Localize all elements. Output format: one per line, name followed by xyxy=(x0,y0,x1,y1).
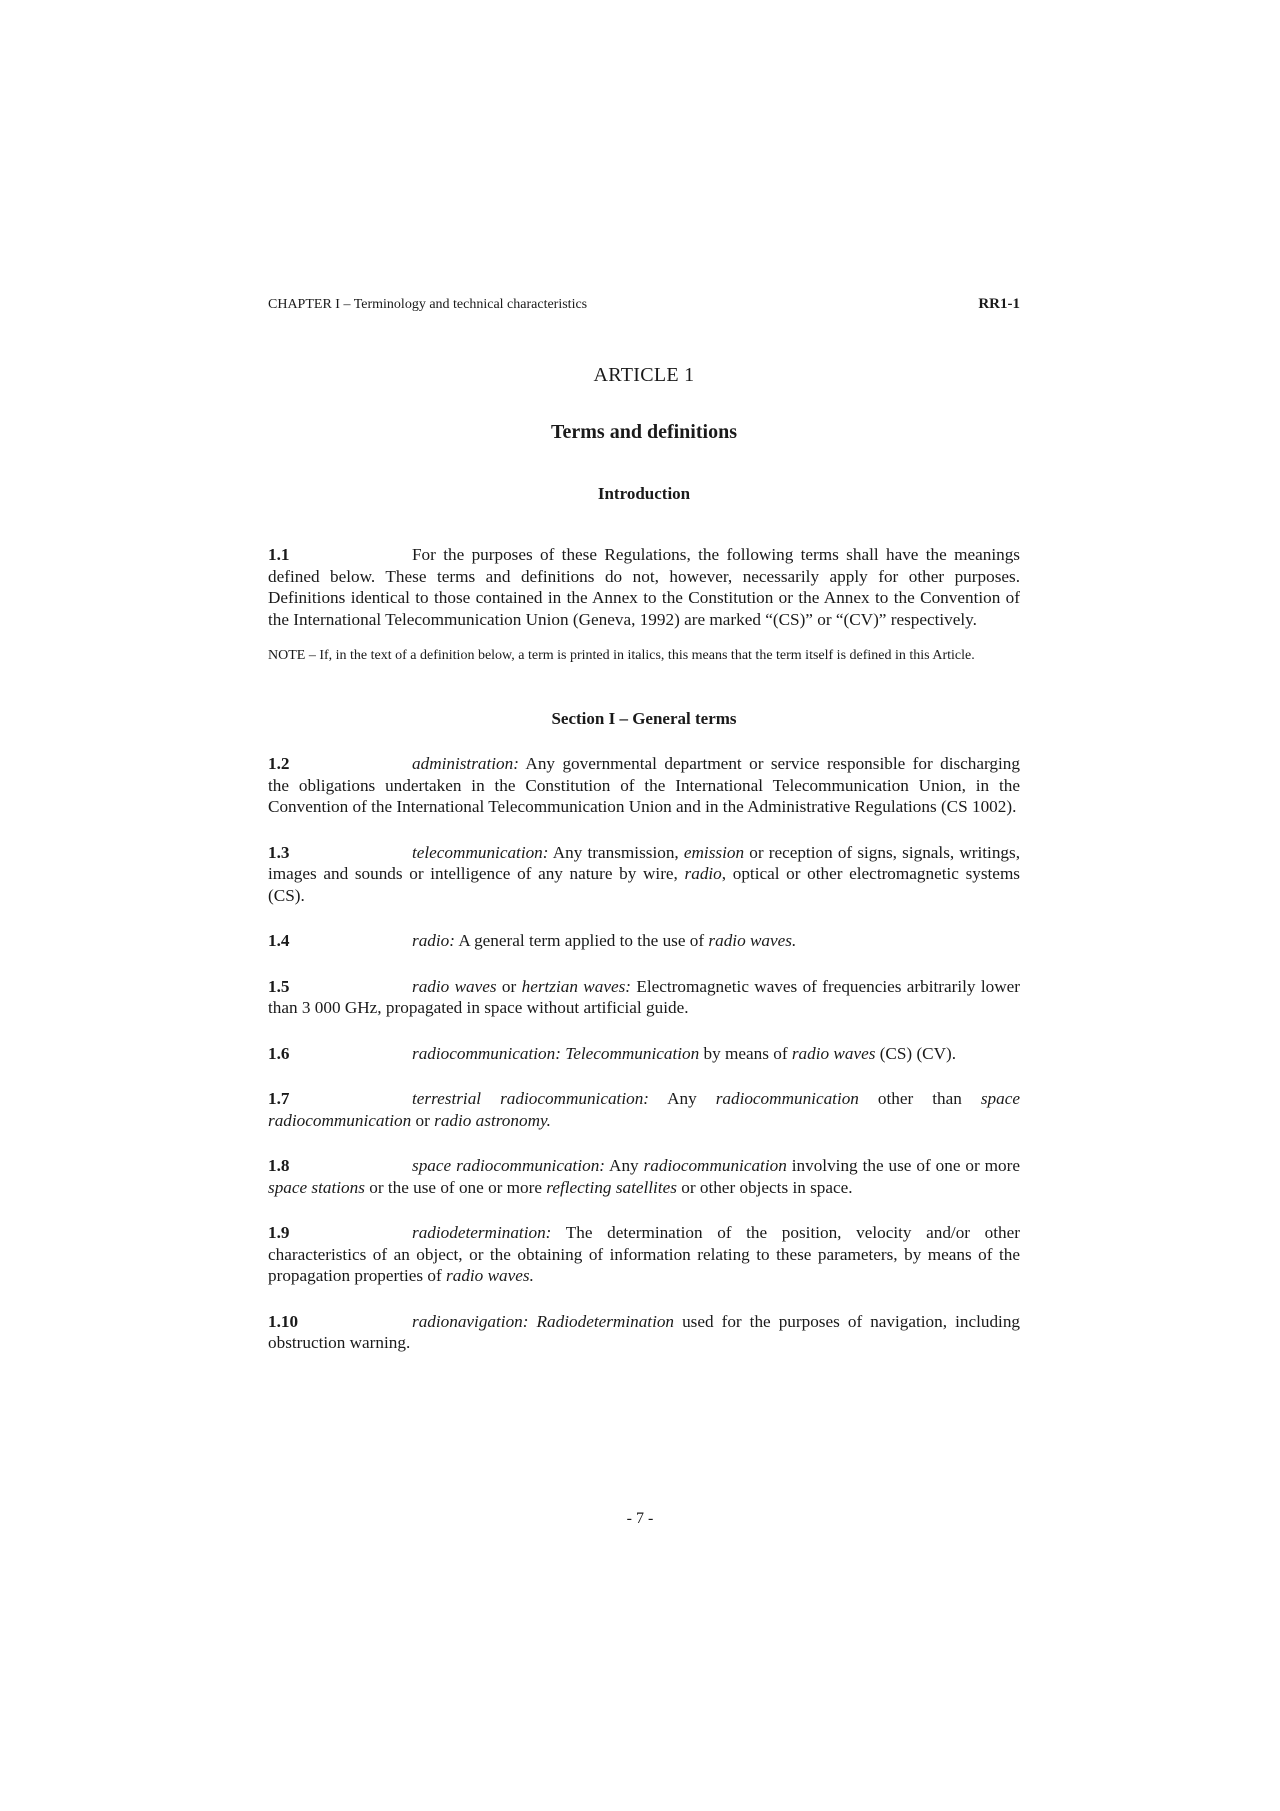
definition-text: used for the purposes of navigation, including obstruction warning. xyxy=(268,1311,1021,1352)
definition-text: Any governmental department or service responsible for discharging the obligations undertaken in the Constitution of the International Telecommunication Union, in the Convention of the International Telecommunication Union and in the Administrative Regulations (CS 1002). xyxy=(268,754,1020,816)
definition-text: or reception of signs, signals, writings, images and sounds or intelligence of any nature by wire, xyxy=(268,842,1020,883)
defined-term-text: radiocommunication xyxy=(715,1089,859,1108)
definition-1-8 xyxy=(268,1155,1020,1198)
definition-1-3 xyxy=(268,842,1020,907)
definition-text: Any xyxy=(649,1089,716,1108)
definitions-list xyxy=(268,753,1020,1354)
defined-term-text: radiodetermination: xyxy=(412,1223,552,1242)
defined-term-text: hertzian waves: xyxy=(521,976,631,996)
defined-term-text: radio xyxy=(684,864,722,883)
defined-term-text: radiocommunication xyxy=(643,1156,787,1175)
defined-term-text: space radiocommunication xyxy=(268,1089,1020,1130)
definition-text: Any xyxy=(605,1156,644,1175)
introduction-heading: Introduction xyxy=(597,484,691,503)
page-number: - 7 - xyxy=(626,1510,654,1527)
definition-number: 1.9 xyxy=(268,1223,290,1242)
defined-term-text: terrestrial radiocommunication: xyxy=(412,1089,650,1108)
defined-term-text: radio waves xyxy=(412,976,497,996)
definition-number: 1.5 xyxy=(268,976,290,996)
defined-term-text: emission xyxy=(683,842,745,862)
definition-text: by means of xyxy=(699,1043,792,1063)
definition-text: or xyxy=(496,976,522,996)
definition-1-10 xyxy=(268,1311,1020,1354)
definition-number: 1.4 xyxy=(268,931,290,950)
article-title: ARTICLE 1 xyxy=(593,364,695,386)
page-content xyxy=(268,296,1020,1354)
defined-term-text: radionavigation: xyxy=(412,1311,529,1331)
definition-number: 1.10 xyxy=(268,1311,299,1331)
definition-number: 1.6 xyxy=(268,1043,290,1063)
definition-number: 1.8 xyxy=(268,1156,290,1175)
definition-text: involving the use of one or more xyxy=(786,1156,1020,1175)
article-subtitle: Terms and definitions xyxy=(551,421,737,443)
definition-1-4 xyxy=(268,930,1020,952)
defined-term-text: radiocommunication: xyxy=(412,1043,561,1063)
paragraph-1-1 xyxy=(268,544,1020,630)
defined-term-text: Telecommunication xyxy=(565,1043,700,1063)
defined-term-text: reflecting satellites xyxy=(546,1177,677,1197)
definition-1-7 xyxy=(268,1088,1020,1131)
defined-term-text: administration: xyxy=(412,754,519,773)
definition-number: 1.7 xyxy=(268,1089,290,1108)
note-text: NOTE – If, in the text of a definition below, a term is printed in italics, this means that the term itself is defined in this Article. xyxy=(268,648,975,663)
definition-text: Electromagnetic waves of frequencies arbitrarily lower than 3 000 GHz, propagated in space without artificial guide. xyxy=(268,976,1020,1017)
defined-term-text: radio: xyxy=(412,931,455,950)
definition-text: (CS) (CV). xyxy=(875,1043,957,1063)
definition-text xyxy=(529,1312,537,1331)
paragraph-text: For the purposes of these Regulations, the following terms shall have the meanings defined below. These terms and definitions do not, however, necessarily apply for other purposes. Definitions identical to those contained in the Annex to the Constitution or the Annex to the Convention of the International Telecommunication Union (Geneva, 1992) are marked “(CS)” or “(CV)” respectively. xyxy=(268,545,1020,629)
definition-text: The determination of the position, velocity and/or other characteristics of an object, or the obtaining of information relating to these parameters, by means of the propagation properties of xyxy=(268,1223,1020,1285)
definition-1-9 xyxy=(268,1222,1020,1287)
definition-1-6 xyxy=(268,1043,1020,1065)
definition-1-2 xyxy=(268,753,1020,818)
paragraph-number: 1.1 xyxy=(268,545,290,564)
defined-term-text: radio astronomy. xyxy=(434,1110,551,1130)
definition-text: or the use of one or more xyxy=(364,1177,547,1197)
definition-1-5 xyxy=(268,976,1020,1019)
defined-term-text: space radiocommunication: xyxy=(412,1156,606,1175)
definition-text: Any transmission, xyxy=(548,842,684,862)
definition-text: , optical or other electromagnetic systems (CS). xyxy=(268,864,1020,905)
definition-text: or other objects in space. xyxy=(676,1177,853,1197)
chapter-title: CHAPTER I – Terminology and technical characteristics xyxy=(268,297,588,312)
defined-term-text: radio waves xyxy=(791,1043,876,1063)
definition-number: 1.3 xyxy=(268,842,290,862)
defined-term-text: radio waves. xyxy=(446,1266,534,1285)
definition-text: other than xyxy=(858,1089,981,1108)
definition-number: 1.2 xyxy=(268,754,290,773)
definition-text: A general term applied to the use of xyxy=(454,931,709,950)
defined-term-text: telecommunication: xyxy=(412,842,549,862)
running-header xyxy=(268,296,1020,316)
definition-text: or xyxy=(411,1110,435,1130)
defined-term-text: radio waves. xyxy=(708,931,797,950)
page-reference: RR1-1 xyxy=(978,296,1020,312)
section-heading: Section I – General terms xyxy=(551,709,737,728)
defined-term-text: space stations xyxy=(268,1177,365,1197)
defined-term-text: Radiodetermination xyxy=(536,1311,675,1331)
